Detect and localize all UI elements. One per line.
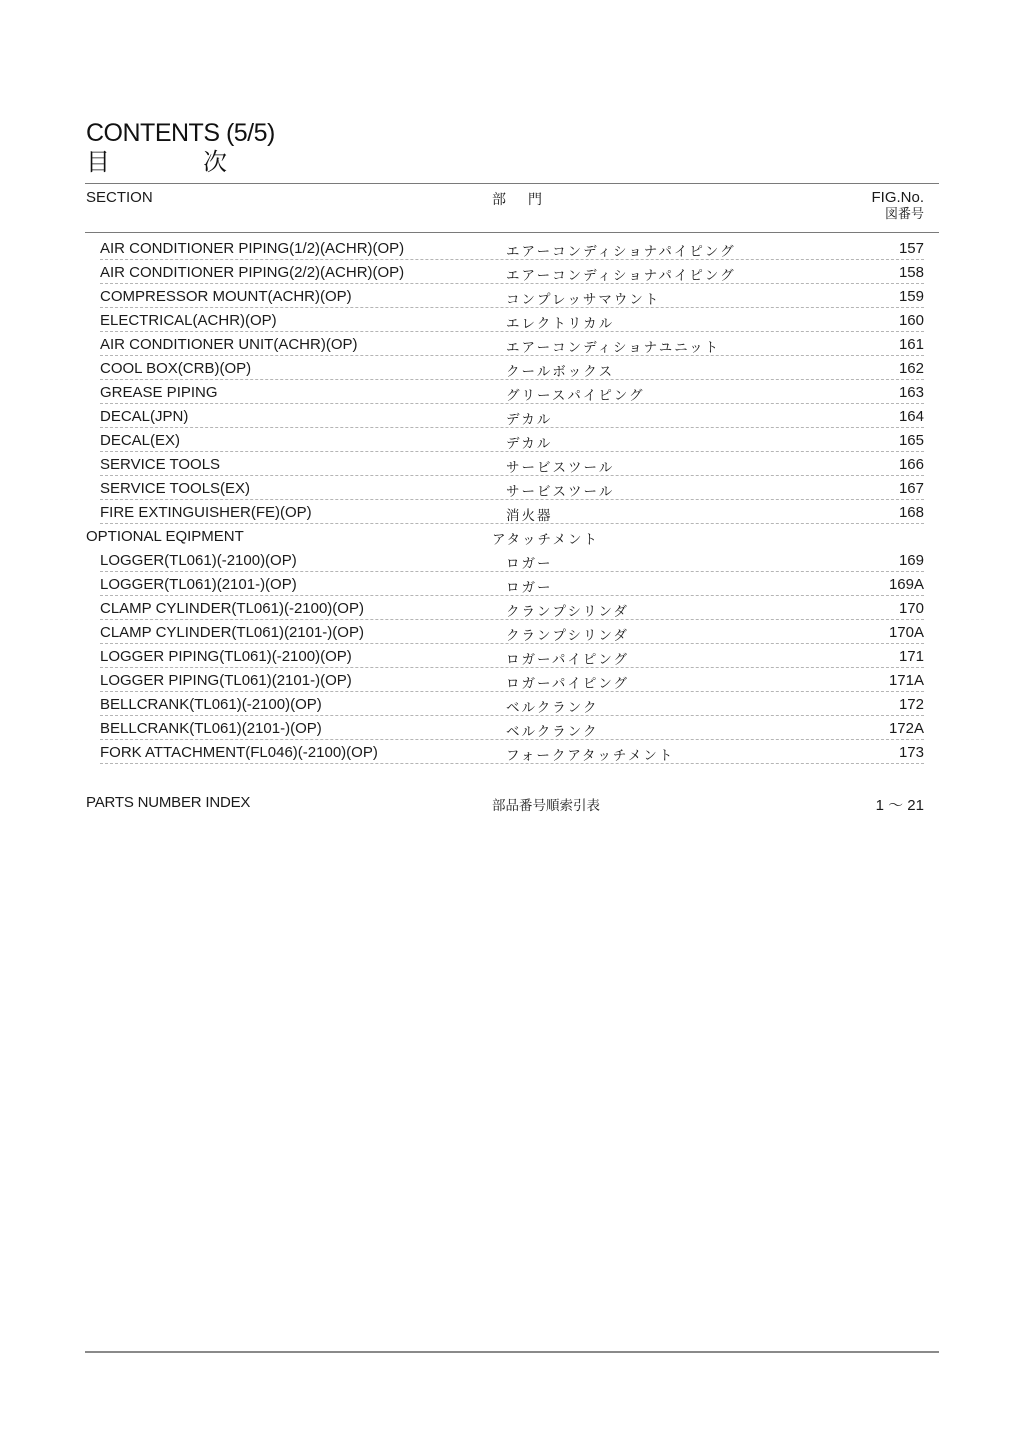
toc-entry-row[interactable] <box>86 620 938 644</box>
entry-title: SERVICE TOOLS(EX) <box>100 480 251 497</box>
entry-fig-number: 171 <box>898 648 924 665</box>
fig-column-label-jp: 図番号 <box>884 207 924 222</box>
entry-title: CLAMP CYLINDER(TL061)(-2100)(OP) <box>100 600 364 617</box>
entry-fig-number: 173 <box>898 744 924 761</box>
entry-fig-number: 170 <box>898 600 924 617</box>
toc-entry-row[interactable] <box>86 548 938 572</box>
toc-entry-row[interactable] <box>86 332 938 356</box>
entry-fig-number: 160 <box>898 312 924 329</box>
entry-title-jp: クランプシリンダ <box>506 604 629 620</box>
entry-title: SERVICE TOOLS <box>100 456 221 473</box>
toc-entry-row[interactable] <box>86 404 938 428</box>
entry-title-jp: ロガーパイピング <box>506 676 630 692</box>
toc-entry-row[interactable] <box>86 716 938 740</box>
toc-entry-row[interactable] <box>86 476 938 500</box>
entry-title-jp: コンプレッサマウント <box>506 292 661 308</box>
index-label-jp: 部品番号順索引表 <box>492 798 600 814</box>
toc-entry-row[interactable] <box>86 236 938 260</box>
entry-title: AIR CONDITIONER UNIT(ACHR)(OP) <box>100 336 358 353</box>
entry-title-jp: エアーコンディショナユニット <box>506 340 721 356</box>
entry-title: COMPRESSOR MOUNT(ACHR)(OP) <box>100 288 352 305</box>
entry-title: BELLCRANK(TL061)(2101-)(OP) <box>100 720 322 737</box>
entry-title-jp: クールボックス <box>506 364 615 380</box>
entry-title: AIR CONDITIONER PIPING(1/2)(ACHR)(OP) <box>100 240 405 257</box>
entry-title-jp: エアーコンディショナパイピング <box>506 268 736 284</box>
entry-title: LOGGER PIPING(TL061)(-2100)(OP) <box>100 648 352 665</box>
entry-title: LOGGER(TL061)(-2100)(OP) <box>100 552 297 569</box>
entry-fig-number: 171A <box>888 672 924 689</box>
column-header <box>86 189 924 229</box>
entry-title-jp: デカル <box>506 436 553 452</box>
fig-column-label-en: FIG.No. <box>871 189 924 206</box>
entry-title: FIRE EXTINGUISHER(FE)(OP) <box>100 504 312 521</box>
section-group-heading <box>86 524 938 548</box>
entry-title-jp: サービスツール <box>506 484 615 500</box>
entry-title: DECAL(EX) <box>100 432 181 449</box>
entry-title-jp: ロガー <box>506 556 553 572</box>
entry-title: OPTIONAL EQIPMENT <box>86 528 244 545</box>
entry-title-jp: ロガー <box>506 580 553 596</box>
entry-fig-number: 164 <box>898 408 924 425</box>
index-label: PARTS NUMBER INDEX <box>86 794 251 811</box>
toc-entry-row[interactable] <box>86 260 938 284</box>
section-column-label: SECTION <box>86 189 153 206</box>
toc-entry-row[interactable] <box>86 740 938 764</box>
entry-title: AIR CONDITIONER PIPING(2/2)(ACHR)(OP) <box>100 264 405 281</box>
toc-entry-row[interactable] <box>86 452 938 476</box>
entry-title-jp: ベルクランク <box>506 700 599 716</box>
entry-fig-number: 172 <box>898 696 924 713</box>
entry-title-jp: フォークアタッチメント <box>506 748 675 764</box>
entry-fig-number: 169A <box>888 576 924 593</box>
fig-column-label <box>871 189 924 223</box>
entry-title: CLAMP CYLINDER(TL061)(2101-)(OP) <box>100 624 364 641</box>
footer-rule <box>85 1351 939 1353</box>
entry-fig-number: 161 <box>898 336 924 353</box>
toc-entry-row[interactable] <box>86 596 938 620</box>
entry-title: LOGGER(TL061)(2101-)(OP) <box>100 576 297 593</box>
contents-list <box>86 236 938 764</box>
parts-number-index-row[interactable] <box>86 792 924 814</box>
entry-title-jp: グリースパイピング <box>506 388 645 404</box>
entry-fig-number: 169 <box>898 552 924 569</box>
toc-entry-row[interactable] <box>86 572 938 596</box>
page-title-jp-char-1: 目 <box>86 148 110 176</box>
entry-title-jp: デカル <box>506 412 553 428</box>
section-column-label-jp-2: 門 <box>528 192 542 208</box>
entry-title: ELECTRICAL(ACHR)(OP) <box>100 312 277 329</box>
toc-entry-row[interactable] <box>86 428 938 452</box>
section-column-label-jp-1: 部 <box>492 192 506 208</box>
section-column-label-jp <box>492 189 542 209</box>
entry-title: COOL BOX(CRB)(OP) <box>100 360 252 377</box>
page-title: CONTENTS (5/5) <box>86 119 275 147</box>
toc-entry-row[interactable] <box>86 644 938 668</box>
entry-fig-number: 167 <box>898 480 924 497</box>
toc-entry-row[interactable] <box>86 380 938 404</box>
entry-title-jp: ロガーパイピング <box>506 652 630 668</box>
entry-fig-number: 165 <box>898 432 924 449</box>
toc-entry-row[interactable] <box>86 668 938 692</box>
entry-title: DECAL(JPN) <box>100 408 189 425</box>
entry-fig-number: 166 <box>898 456 924 473</box>
toc-entry-row[interactable] <box>86 500 938 524</box>
entry-title: FORK ATTACHMENT(FL046)(-2100)(OP) <box>100 744 378 761</box>
toc-entry-row[interactable] <box>86 356 938 380</box>
header-bottom-rule <box>85 232 939 233</box>
toc-entry-row[interactable] <box>86 692 938 716</box>
entry-title-jp: アタッチメント <box>492 532 600 548</box>
entry-fig-number: 159 <box>898 288 924 305</box>
page-title-jp-char-2: 次 <box>203 148 227 176</box>
entry-title-jp: 消火器 <box>506 508 553 524</box>
entry-title: GREASE PIPING <box>100 384 218 401</box>
entry-fig-number: 162 <box>898 360 924 377</box>
entry-title: LOGGER PIPING(TL061)(2101-)(OP) <box>100 672 352 689</box>
toc-entry-row[interactable] <box>86 284 938 308</box>
entry-fig-number: 163 <box>898 384 924 401</box>
entry-fig-number: 168 <box>898 504 924 521</box>
toc-entry-row[interactable] <box>86 308 938 332</box>
entry-title-jp: サービスツール <box>506 460 615 476</box>
entry-title-jp: ベルクランク <box>506 724 599 740</box>
entry-fig-number: 172A <box>888 720 924 737</box>
index-page-range: 1 ～ 21 <box>875 797 924 814</box>
entry-fig-number: 158 <box>898 264 924 281</box>
entry-fig-number: 170A <box>888 624 924 641</box>
entry-title: BELLCRANK(TL061)(-2100)(OP) <box>100 696 322 713</box>
entry-title-jp: エレクトリカル <box>506 316 615 332</box>
header-top-rule <box>85 183 939 184</box>
entry-title-jp: クランプシリンダ <box>506 628 629 644</box>
entry-title-jp: エアーコンディショナパイピング <box>506 244 736 260</box>
entry-fig-number: 157 <box>898 240 924 257</box>
